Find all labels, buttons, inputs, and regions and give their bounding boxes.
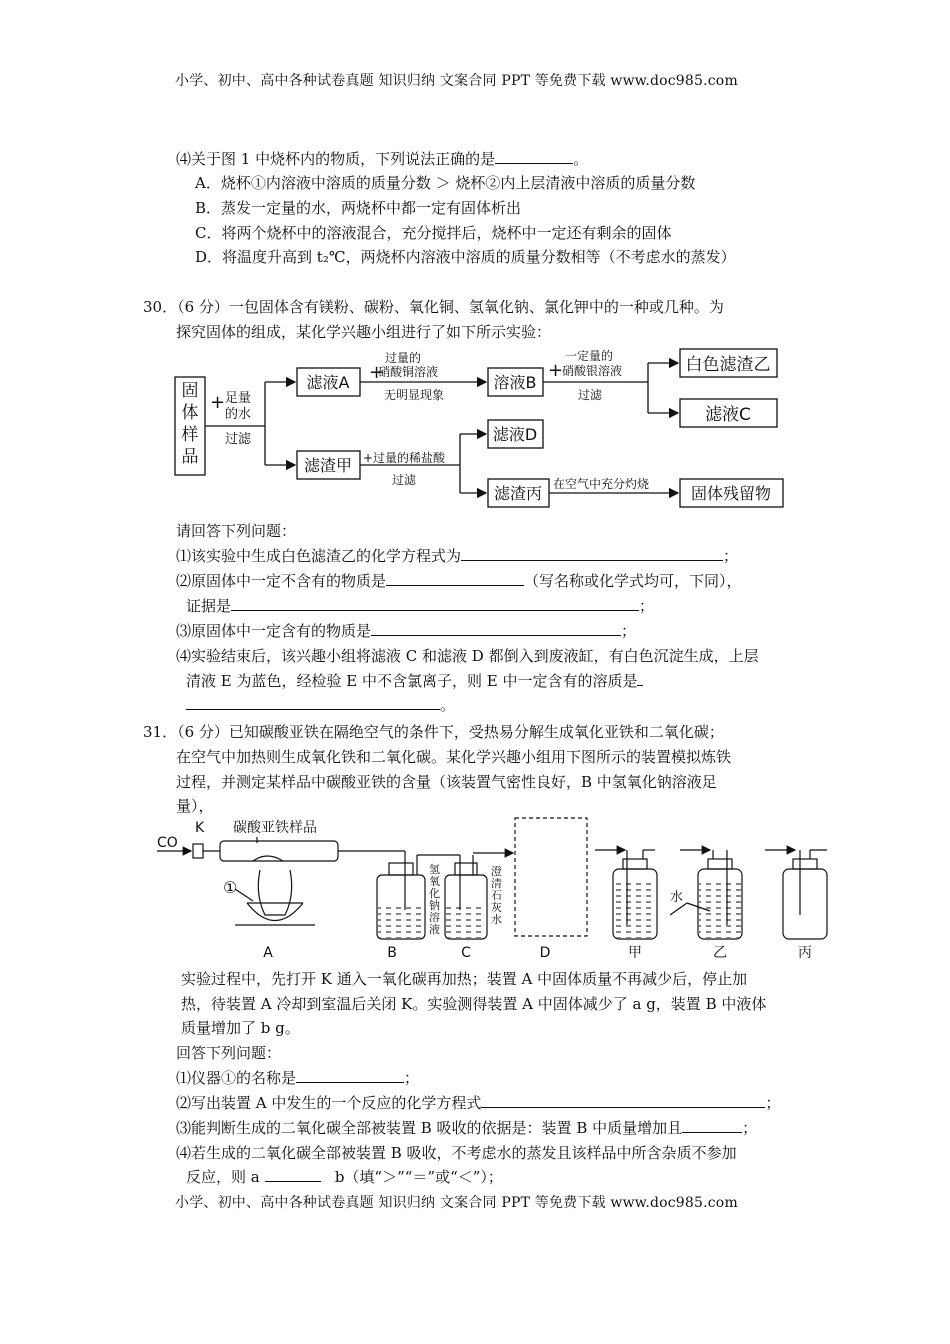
- page-footer: 小学、初中、高中各种试卷真题 知识归纳 文案合同 PPT 等免费下载 www.doc985.com: [175, 1195, 738, 1211]
- q31-q4-pre: 反应，则 a: [186, 1168, 260, 1186]
- co-label: CO: [157, 835, 178, 851]
- residue-bing: 滤渣丙: [493, 484, 543, 503]
- step1-label-a: 足量: [225, 391, 252, 406]
- q30-q2-tail: （写名称或化学式均可，下同），: [524, 572, 742, 590]
- q31-intro-line2: 在空气中加热则生成氧化铁和二氧化碳。某化学兴趣小组用下图所示的装置模拟炼铁: [176, 748, 732, 766]
- limewater-label: 澄清石灰水: [491, 865, 502, 926]
- q30-q4-line2: [186, 670, 643, 691]
- label-yi: 乙: [713, 945, 727, 961]
- bottle-b-stopper: [389, 863, 413, 875]
- naoh-label: 氢氧化钠溶液: [429, 863, 440, 936]
- step2-bottom: 无明显现象: [384, 388, 445, 402]
- q30-q1-text: ⑴该实验中生成白色滤渣乙的化学方程式为: [176, 547, 462, 565]
- plus-3: +: [548, 360, 564, 381]
- device-d-box: [515, 818, 587, 936]
- q30-q4-line3: [186, 694, 455, 715]
- q31-q3-text: ⑶能判断生成的二氧化碳全部被装置 B 吸收的依据是：装置 B 中质量增加且: [176, 1119, 683, 1137]
- q31-q1-end: ；: [404, 1069, 420, 1087]
- q30-q4-blank-start: [637, 671, 643, 686]
- label-a: A: [263, 945, 273, 961]
- q29-option-a: A．烧杯①内溶液中溶质的质量分数 ＞ 烧杯②内上层清液中溶质的质量分数: [195, 174, 696, 192]
- q30-q4-blank[interactable]: [186, 695, 440, 710]
- q31-q3-end: ；: [742, 1119, 758, 1137]
- q30-q4-line1: ⑷实验结束后，该兴趣小组将滤液 C 和滤液 D 都倒入到废液缸，有白色沉淀生成，上层: [176, 647, 759, 665]
- step3-bottom: 过滤: [578, 388, 603, 402]
- water-label: 水: [670, 890, 684, 905]
- q29-option-b: B．蒸发一定量的水，两烧杯中都一定有固体析出: [195, 199, 522, 217]
- sample-label-1: 固: [181, 381, 199, 401]
- q31-procedure-line1: 实验过程中，先打开 K 通入一氧化碳再加热；装置 A 中固体质量不再减少后，停止加: [181, 970, 748, 988]
- q30-q1-end: ；: [723, 547, 739, 565]
- filtrate-c: 滤液C: [705, 405, 751, 425]
- reaction-tube: [220, 841, 338, 861]
- q30-intro-line1: 30．（6 分）一包固体含有镁粉、碳粉、氧化铜、氢氧化钠、氯化钾中的一种或几种。为: [143, 298, 724, 316]
- plus-1: +: [210, 392, 226, 413]
- q31-intro-line1: 31．（6 分）已知碳酸亚铁在隔绝空气的条件下，受热易分解生成氧化亚铁和二氧化碳；: [143, 723, 724, 741]
- q29-option-c: C．将两个烧杯中的溶液混合，充分搅拌后，烧杯中一定还有剩余的固体: [195, 224, 672, 242]
- sample-label: 碳酸亚铁样品: [233, 820, 317, 836]
- q30-intro-line2: 探究固体的组成，某化学兴趣小组进行了如下所示实验：: [176, 323, 552, 341]
- q30-q2-evidence-blank[interactable]: [231, 596, 639, 611]
- sample-in-tube: [253, 856, 283, 861]
- label-d: D: [539, 945, 551, 961]
- q30-q3-end: ；: [621, 622, 637, 640]
- step4-top: +过量的稀盐酸: [363, 451, 446, 465]
- q31-q2-blank[interactable]: [481, 1093, 765, 1108]
- step1-label-b: 的水: [225, 407, 252, 422]
- q30-q3: [176, 620, 636, 641]
- q31-q4-blank[interactable]: [265, 1167, 321, 1182]
- q31-procedure-line2: 热，待装置 A 冷却到室温后关闭 K。实验测得装置 A 中固体减少了 a g，装置 B 中液体: [181, 995, 767, 1013]
- q31-q4-post: b（填“＞”“＝”或“＜”）；: [334, 1168, 503, 1186]
- label-c: C: [461, 945, 471, 961]
- step3-label-a: 一定量的: [565, 349, 614, 363]
- sample-label-3: 样: [181, 425, 199, 445]
- bottle-c-stopper: [455, 863, 477, 875]
- step2-label-a: 过量的: [385, 351, 422, 365]
- filtrate-d: 滤液D: [492, 425, 538, 444]
- q31-intro-line4: 量），: [176, 797, 214, 815]
- q30-q2: [176, 570, 742, 591]
- q30-q2-end: ；: [639, 597, 655, 615]
- q31-q1-blank[interactable]: [296, 1068, 404, 1083]
- q29-answer-blank[interactable]: [495, 149, 573, 164]
- solution-b: 溶液B: [493, 373, 537, 392]
- k-label: K: [195, 820, 205, 836]
- q29-part4: [176, 148, 588, 169]
- solid-residue: 固体残留物: [690, 484, 772, 503]
- valve-k[interactable]: [193, 844, 203, 858]
- q31-q4-line2: [186, 1166, 503, 1187]
- q30-q4-end: 。: [440, 696, 456, 714]
- q31-q1-text: ⑴仪器①的名称是: [176, 1069, 297, 1087]
- q31-apparatus: [155, 815, 835, 965]
- step2-label-b: 硝酸铜溶液: [378, 365, 439, 379]
- q29-option-d: D．将温度升高到 t₂℃，两烧杯内溶液中溶质的质量分数相等（不考虑水的蒸发）: [195, 248, 736, 266]
- page-header: 小学、初中、高中各种试卷真题 知识归纳 文案合同 PPT 等免费下载 www.doc985.com: [175, 73, 738, 89]
- q31-q3-blank[interactable]: [682, 1118, 742, 1133]
- q30-q2-blank[interactable]: [386, 571, 524, 586]
- step1-bottom: 过滤: [225, 432, 252, 447]
- filtrate-a: 滤液A: [306, 373, 350, 392]
- white-residue-yi: 白色滤渣乙: [685, 355, 771, 375]
- residue-jia: 滤渣甲: [303, 456, 353, 475]
- q31-intro-line3: 过程，并测定某样品中碳酸亚铁的含量（该装置气密性良好，B 中氢氧化钠溶液足: [176, 773, 717, 791]
- q31-q2: [176, 1092, 780, 1113]
- q30-prompt: 请回答下列问题：: [176, 522, 297, 540]
- label-b: B: [387, 945, 397, 961]
- q30-q2-evidence: [186, 595, 654, 616]
- q29-part4-text: ⑷关于图 1 中烧杯内的物质，下列说法正确的是: [176, 150, 496, 168]
- instrument-1-label: ①: [223, 878, 238, 897]
- q29-part4-end: 。: [573, 150, 589, 168]
- q31-procedure-line3: 质量增加了 b g。: [181, 1019, 300, 1037]
- bottle-bing: [783, 869, 827, 939]
- sample-label-4: 品: [181, 447, 199, 467]
- flame: [258, 870, 291, 915]
- q31-q4-line1: ⑷若生成的二氧化碳全部被装置 B 吸收，不考虑水的蒸发且该样品中所含杂质不参加: [176, 1144, 737, 1162]
- q30-q3-text: ⑶原固体中一定含有的物质是: [176, 622, 372, 640]
- q30-q3-blank[interactable]: [371, 621, 621, 636]
- label-bing: 丙: [798, 945, 812, 961]
- sample-label-2: 体: [181, 403, 199, 423]
- q31-q3: [176, 1117, 757, 1138]
- q31-q2-end: ；: [765, 1094, 781, 1112]
- q30-flowchart: [170, 344, 820, 516]
- q31-q2-text: ⑵写出装置 A 中发生的一个反应的化学方程式: [176, 1094, 482, 1112]
- q31-prompt: 回答下列问题：: [176, 1044, 282, 1062]
- label-jia: 甲: [628, 945, 642, 961]
- q30-q2-text: ⑵原固体中一定不含有的物质是: [176, 572, 387, 590]
- q30-q1-blank[interactable]: [461, 546, 723, 561]
- bottle-yi-stopper: [708, 859, 732, 869]
- plus-2: +: [369, 362, 385, 383]
- q30-q2-evidence-text: 证据是: [186, 597, 232, 615]
- step3-label-b: 硝酸银溶液: [562, 364, 623, 378]
- step5: 在空气中充分灼烧: [553, 477, 650, 491]
- bottle-bing-stopper: [793, 859, 817, 869]
- q30-q4-line2-text: 清液 E 为蓝色，经检验 E 中不含氯离子，则 E 中一定含有的溶质是: [186, 672, 638, 690]
- q31-q1: [176, 1067, 419, 1088]
- step4-bottom: 过滤: [392, 473, 417, 487]
- alcohol-lamp: [247, 903, 303, 921]
- q30-q1: [176, 545, 738, 566]
